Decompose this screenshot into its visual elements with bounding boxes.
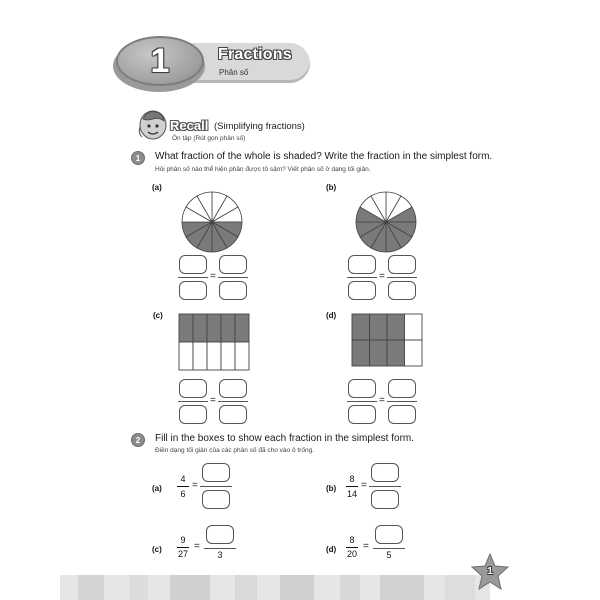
q1-c-rectangle <box>178 313 252 373</box>
q1-b-fraction-bar-2 <box>387 277 417 278</box>
q2-d-numerator: 8 <box>349 535 355 545</box>
q1-d-denominator-box-1[interactable] <box>348 405 376 424</box>
q1-d-equals: = <box>379 395 385 406</box>
chapter-subtitle: Phân số <box>219 68 249 77</box>
q1-d-cell <box>405 340 423 366</box>
q1-a-denominator-box-2[interactable] <box>219 281 247 300</box>
q2-c-numerator: 9 <box>180 535 186 545</box>
q1-part-a-label: (a) <box>152 183 162 192</box>
q2-b-fraction-bar <box>346 486 358 487</box>
q1-c-cell <box>193 342 207 370</box>
question-1-badge: 1 <box>131 151 145 165</box>
q1-a-equals: = <box>210 271 216 282</box>
q1-b-equals: = <box>379 271 385 282</box>
q1-a-fraction-bar-2 <box>218 277 248 278</box>
q2-b-equals: = <box>361 480 367 491</box>
q1-c-cell <box>207 314 221 342</box>
q2-b-denominator-box[interactable] <box>371 490 399 509</box>
question-1-subtext: Hỏi phân số nào thể hiện phần được tô sậm? Viết phân số ở dạng tối giản. <box>155 166 371 173</box>
q1-d-cell <box>405 314 423 340</box>
q1-b-denominator-box-1[interactable] <box>348 281 376 300</box>
q2-a-fraction-bar <box>177 486 189 487</box>
q1-c-cell <box>207 342 221 370</box>
q2-b-numerator: 8 <box>349 474 355 484</box>
q2-b-answer-bar <box>369 486 401 487</box>
q1-c-numerator-box-2[interactable] <box>219 379 247 398</box>
bottom-stripe-band <box>60 575 490 600</box>
q1-c-cell <box>179 342 193 370</box>
q1-d-numerator-box-1[interactable] <box>348 379 376 398</box>
q2-d-equals: = <box>363 541 369 552</box>
q2-c-equals: = <box>194 541 200 552</box>
chapter-title: Fractions <box>218 46 292 63</box>
q1-d-cell <box>387 314 405 340</box>
q2-d-numerator-box[interactable] <box>375 525 403 544</box>
q1-c-cell <box>221 314 235 342</box>
chapter-number: 1 <box>150 41 170 80</box>
q1-d-denominator-box-2[interactable] <box>388 405 416 424</box>
question-2-subtext: Điền dạng tối giản của các phân số đã cho vào ô trống. <box>155 447 314 454</box>
q2-d-denominator: 20 <box>346 549 357 559</box>
q1-b-denominator-box-2[interactable] <box>388 281 416 300</box>
q1-a-numerator-box-1[interactable] <box>179 255 207 274</box>
q2-b-numerator-box[interactable] <box>371 463 399 482</box>
question-2-text: Fill in the boxes to show each fraction in the simplest form. <box>155 433 415 444</box>
q1-d-cell <box>370 314 388 340</box>
q2-part-a-label: (a) <box>152 484 162 493</box>
q1-c-cell <box>235 342 249 370</box>
recall-heading: Recall <box>170 118 209 133</box>
recall-topic: (Simplifying fractions) <box>214 121 305 132</box>
q2-a-numerator-box[interactable] <box>202 463 230 482</box>
q1-d-cell <box>352 314 370 340</box>
q2-a-denominator: 6 <box>180 489 186 499</box>
q2-b-denominator: 14 <box>346 489 357 499</box>
q1-c-denominator-box-2[interactable] <box>219 405 247 424</box>
q1-part-d-label: (d) <box>326 311 337 320</box>
q1-c-cell <box>221 342 235 370</box>
q1-a-numerator-box-2[interactable] <box>219 255 247 274</box>
q1-d-cell <box>387 340 405 366</box>
q1-part-c-label: (c) <box>153 311 163 320</box>
q1-a-fraction-bar-1 <box>178 277 208 278</box>
page-number: 1 <box>487 566 493 577</box>
q1-b-fraction-bar-1 <box>347 277 377 278</box>
q2-a-denominator-box[interactable] <box>202 490 230 509</box>
question-2-badge: 2 <box>131 433 145 447</box>
q2-d-fraction-bar <box>346 547 358 548</box>
q1-c-cell <box>235 314 249 342</box>
q2-a-numerator: 4 <box>180 474 186 484</box>
q1-c-fraction-bar-1 <box>178 401 208 402</box>
q1-a-denominator-box-1[interactable] <box>179 281 207 300</box>
q2-part-b-label: (b) <box>326 484 337 493</box>
q2-c-fraction-bar <box>177 547 189 548</box>
q2-part-c-label: (c) <box>152 545 162 554</box>
recall-head-icon <box>137 107 169 141</box>
q2-a-equals: = <box>192 480 198 491</box>
q2-c-denominator: 27 <box>177 549 188 559</box>
q1-c-cell <box>193 314 207 342</box>
q2-d-given-denominator: 5 <box>386 550 392 560</box>
q2-d-answer-bar <box>373 548 405 549</box>
q1-b-numerator-box-1[interactable] <box>348 255 376 274</box>
q2-part-d-label: (d) <box>326 545 337 554</box>
q1-d-cell <box>352 340 370 366</box>
q1-c-denominator-box-1[interactable] <box>179 405 207 424</box>
q1-d-numerator-box-2[interactable] <box>388 379 416 398</box>
q1-d-fraction-bar-1 <box>347 401 377 402</box>
q1-c-cell <box>179 314 193 342</box>
q2-c-numerator-box[interactable] <box>206 525 234 544</box>
question-1-text: What fraction of the whole is shaded? Write the fraction in the simplest form. <box>155 151 493 162</box>
q1-part-b-label: (b) <box>326 183 337 192</box>
q2-a-answer-bar <box>200 486 232 487</box>
q1-a-circle <box>180 190 244 254</box>
q1-b-circle <box>354 190 418 254</box>
q2-c-answer-bar <box>204 548 236 549</box>
q1-c-equals: = <box>210 395 216 406</box>
recall-subtitle: Ôn tập (Rút gọn phân số) <box>172 135 246 142</box>
q1-d-rectangle <box>351 313 425 369</box>
q1-c-numerator-box-1[interactable] <box>179 379 207 398</box>
q1-b-numerator-box-2[interactable] <box>388 255 416 274</box>
q1-c-fraction-bar-2 <box>218 401 248 402</box>
q2-c-given-denominator: 3 <box>217 550 223 560</box>
q1-d-fraction-bar-2 <box>387 401 417 402</box>
q1-d-cell <box>370 340 388 366</box>
